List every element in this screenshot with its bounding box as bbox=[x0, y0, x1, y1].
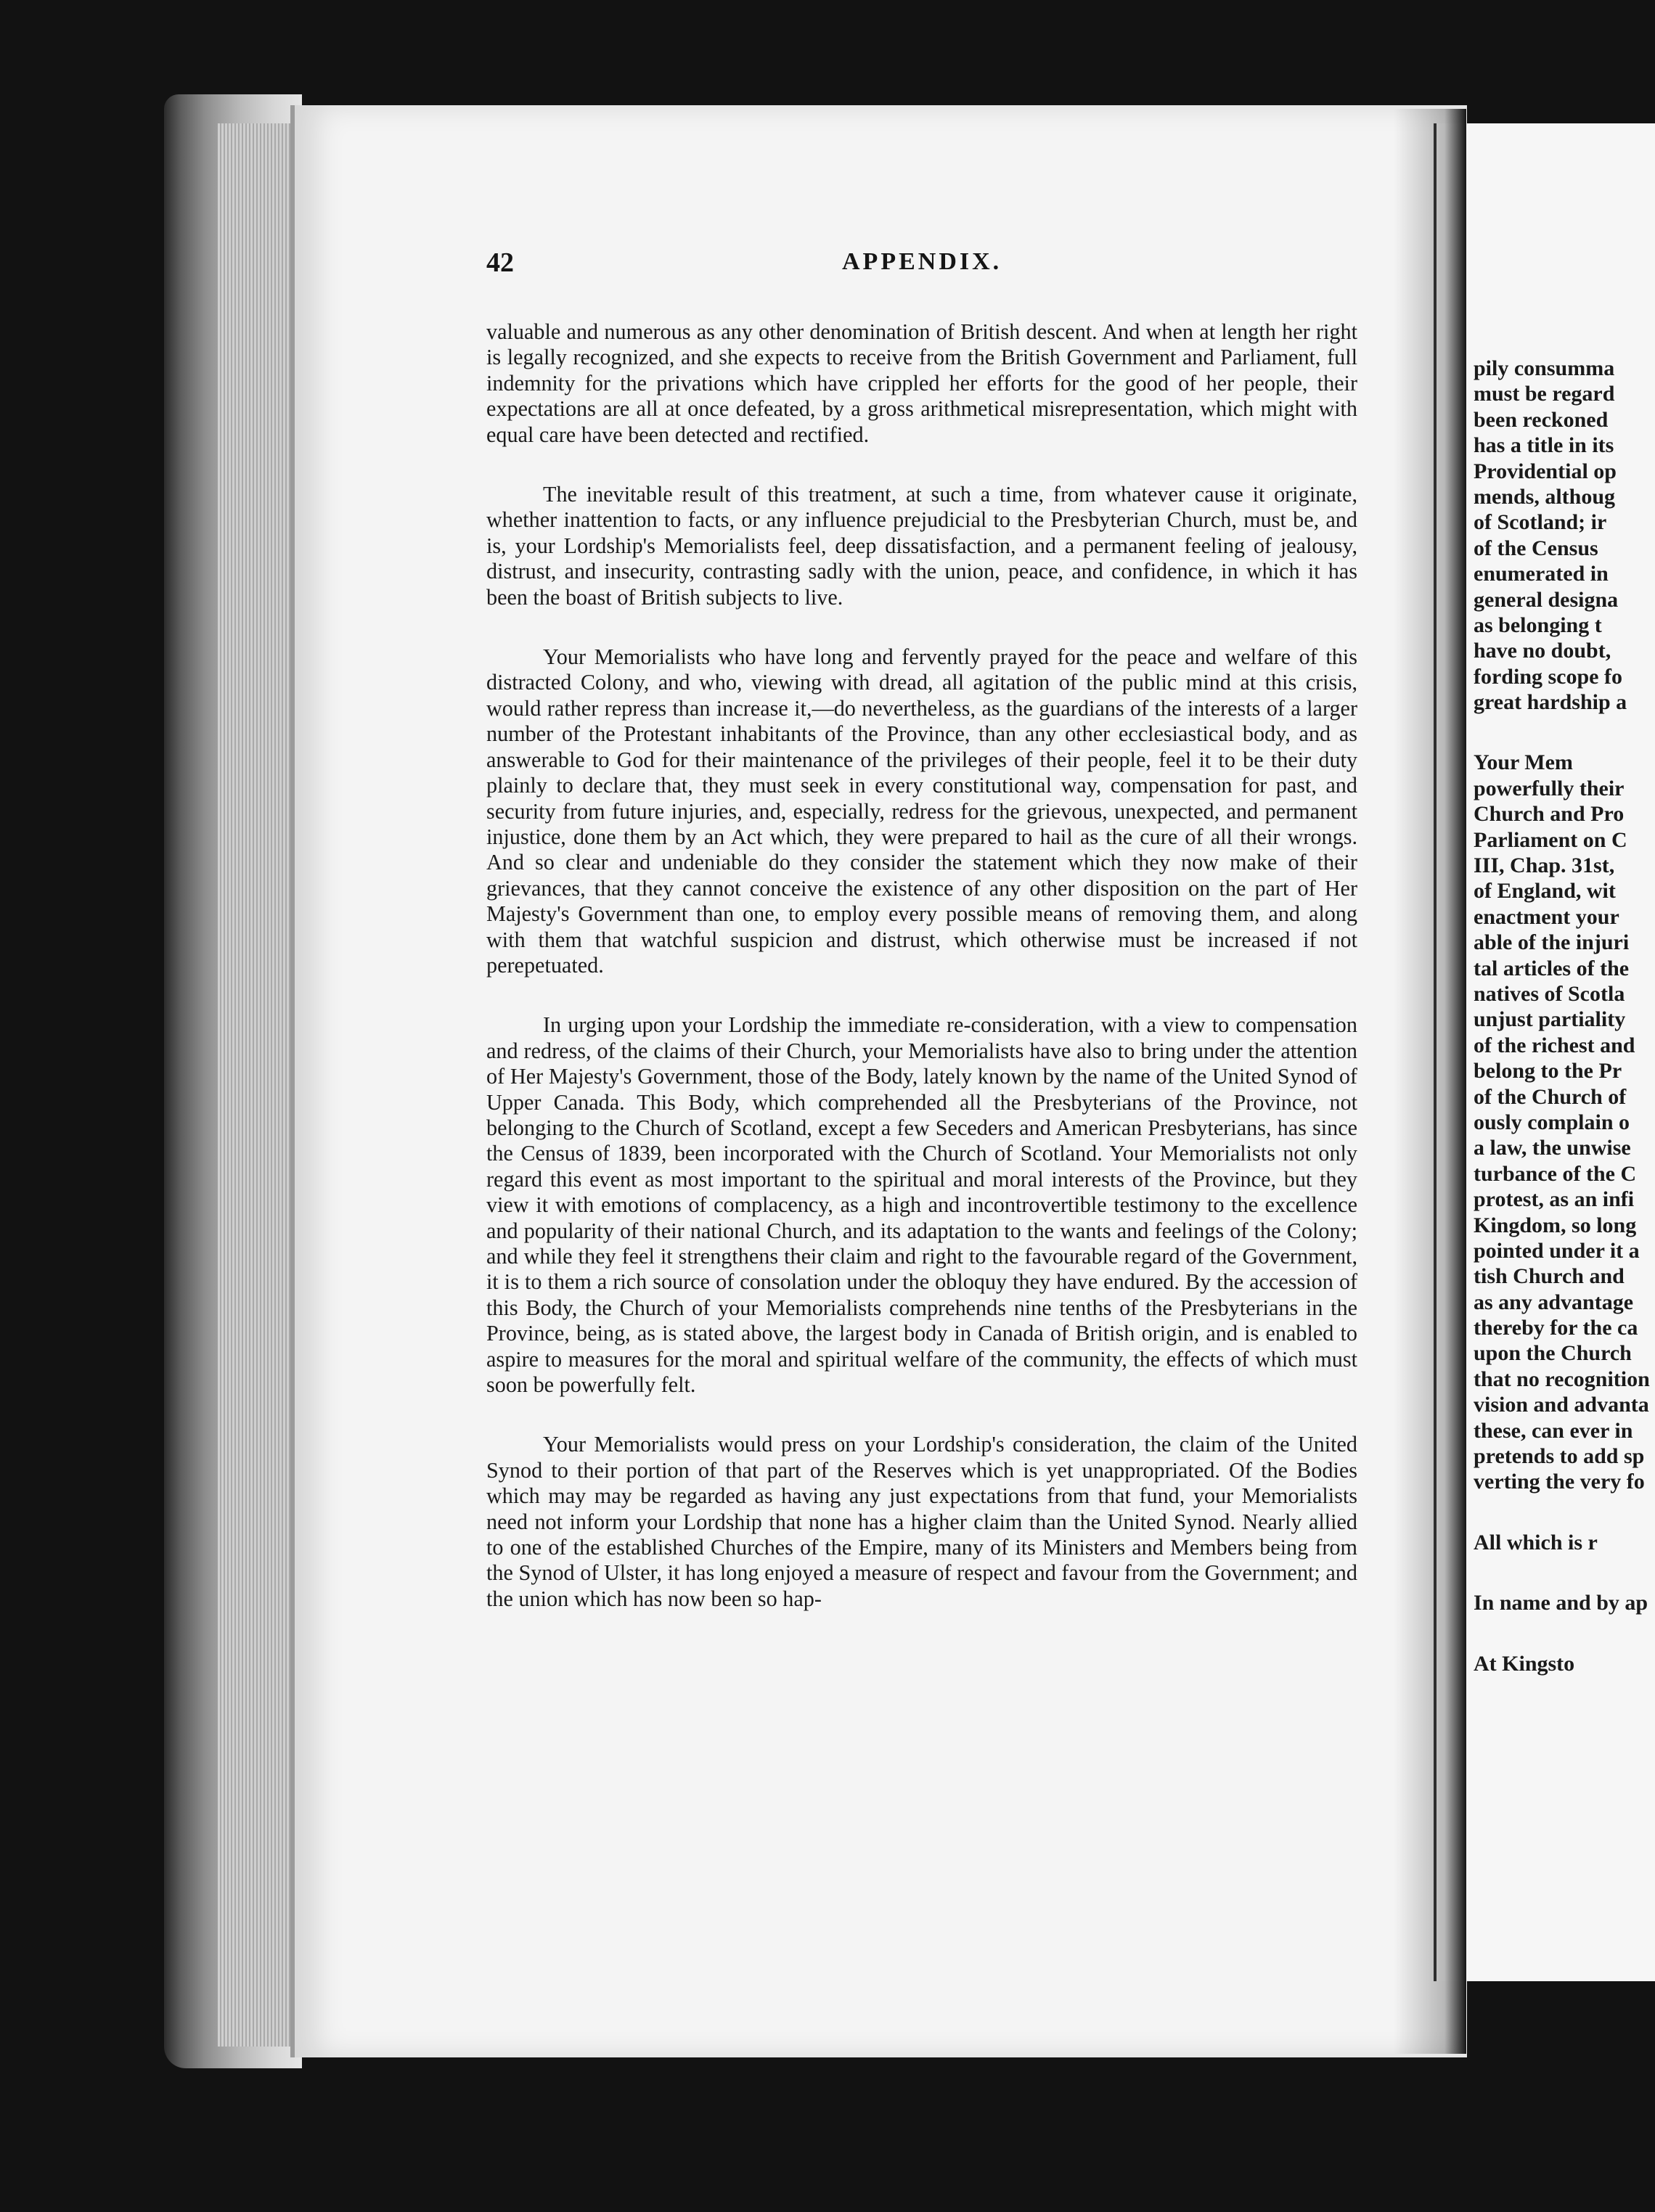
right-page-line: All which is r bbox=[1474, 1530, 1598, 1554]
right-page-line: unjust partiality bbox=[1474, 1007, 1626, 1032]
page-header bbox=[486, 247, 1343, 290]
right-page-line: Your Mem bbox=[1474, 750, 1573, 775]
page-number: 42 bbox=[486, 247, 514, 278]
right-page-line: tal articles of the bbox=[1474, 956, 1630, 980]
right-page-line: mends, althoug bbox=[1474, 484, 1616, 509]
paragraph: In urging upon your Lordship the immediate re-consideration, with a view to compensation and redress, of the claims of their Church, your Memorialists have also to bring under the attention of Her Majesty's Government, those of the Body, lately known by the name of the United Synod of Upper Canada. This Body, which comprehended all the Presbyterians of the Province, not belonging to the Church of Scotland, except a few Seceders and American Presbyterians, has since the Census of 1839, been incorporated with the Church of Scotland. Your Memorialists not only regard this event as most important to the spiritual and moral interests of the Province, but they view it with emotions of complacency, as a high and incontrovertible testimony to the excellence and popularity of their national Church, and its adaptation to the wants and feelings of the Colony; and while they feel it strengthens their claim and right to the favourable regard of the Government, it is to them a rich source of consolation under the obloquy they have endured. By the accession of this Body, the Church of your Memorialists comprehends nine tenths of the Presbyterians in the Province, being, as is stated above, the largest body in Canada of British origin, and is enabled to aspire to measures for the moral and spiritual welfare of the community, the effects of which must soon be powerfully felt. bbox=[486, 1012, 1357, 1398]
right-page-line: of Scotland; ir bbox=[1474, 510, 1607, 535]
right-page-line: belong to the Pr bbox=[1474, 1059, 1622, 1084]
right-page-line: have no doubt, bbox=[1474, 639, 1611, 663]
line-gap bbox=[1474, 1555, 1655, 1590]
line-gap bbox=[1474, 1495, 1655, 1530]
right-page-line: been reckoned bbox=[1474, 407, 1609, 432]
right-page-line: thereby for the ca bbox=[1474, 1316, 1638, 1340]
right-page-line: pointed under it a bbox=[1474, 1238, 1640, 1263]
right-page-line: At Kingsto bbox=[1474, 1651, 1575, 1676]
line-gap bbox=[1474, 715, 1655, 750]
right-page-line: must be regard bbox=[1474, 382, 1615, 406]
right-page-line: protest, as an infi bbox=[1474, 1187, 1635, 1212]
paragraph: valuable and numerous as any other denomination of British descent. And when at length her right is legally recognized, and she expects to receive from the British Government and Parliament, full indemnity for the privations which have crippled her efforts for the good of her people, their expectations are all at once defeated, by a gross arithmetical misrepresentation, which might with equal care have been detected and rectified. bbox=[486, 319, 1357, 447]
right-page-line: of England, wit bbox=[1474, 879, 1616, 904]
right-page-line: general designa bbox=[1474, 587, 1619, 612]
right-page-line: pretends to add sp bbox=[1474, 1444, 1645, 1469]
right-page-line: In name and by ap bbox=[1474, 1591, 1648, 1615]
right-page-line: III, Chap. 31st, bbox=[1474, 853, 1615, 878]
right-page-line: as any advantage bbox=[1474, 1290, 1634, 1314]
right-page-line: great hardship a bbox=[1474, 690, 1627, 715]
right-page-line: natives of Scotla bbox=[1474, 981, 1625, 1006]
right-page-line: Church and Pro bbox=[1474, 802, 1625, 827]
right-page-line: verting the very fo bbox=[1474, 1470, 1645, 1494]
right-page-line: of the Census bbox=[1474, 536, 1598, 560]
right-page-line: Providential op bbox=[1474, 459, 1617, 483]
right-page-line: tish Church and bbox=[1474, 1264, 1625, 1289]
line-gap bbox=[1474, 1616, 1655, 1651]
left-page-text bbox=[486, 319, 1357, 1612]
right-page-line: able of the injuri bbox=[1474, 930, 1630, 955]
right-page-line: Kingdom, so long bbox=[1474, 1213, 1637, 1237]
right-page-line: enactment your bbox=[1474, 904, 1619, 929]
book-gutter bbox=[1394, 109, 1466, 2054]
right-page-line: as belonging t bbox=[1474, 613, 1602, 637]
right-page-line: of the Church of bbox=[1474, 1084, 1627, 1109]
right-page-text bbox=[1474, 356, 1655, 1676]
right-page-line: Parliament on C bbox=[1474, 827, 1627, 852]
right-page-line: vision and advanta bbox=[1474, 1393, 1649, 1417]
right-page-line: ously complain o bbox=[1474, 1110, 1630, 1134]
paragraph: Your Memorialists who have long and fervently prayed for the peace and welfare of this distracted Colony, and who, viewing with dread, all agitation of the public mind at this crisis, would rather repress than increase it,—do nevertheless, as the guardians of the interests of a larger number of the Protestant inhabitants of the Province, than any other ecclesiastical body, and as answerable to God for their maintenance of the privileges of their people, feel it to be their duty plainly to declare that, they must seek in every constitutional way, compensation for past, and security from future injuries, and, especially, redress for the grievous, unexpected, and permanent injustice, done them by an Act which, they were prepared to hail as the cure of all their wrongs. And so clear and undeniable do they consider the statement which they now make of their grievances, that they cannot conceive the existence of any other disposition on the part of Her Majesty's Government than one, to employ every possible means of removing them, and along with them that watchful suspicion and distrust, which otherwise must be increased if not perepetuated. bbox=[486, 644, 1357, 978]
right-page-line: has a title in its bbox=[1474, 433, 1614, 458]
right-page-line: these, can ever in bbox=[1474, 1418, 1633, 1443]
right-page-line: of the richest and bbox=[1474, 1033, 1635, 1057]
paragraph: The inevitable result of this treatment, at such a time, from whatever cause it originate, whether inattention to facts, or any influence prejudicial to the Presbyterian Church, must be, and is, your Lordship's Memorialists feel, deep dissatisfaction, and a permanent feeling of jealousy, distrust, and insecurity, contrasting sadly with the union, peace, and confidence, in which it has been the boast of British subjects to live. bbox=[486, 482, 1357, 610]
running-title: APPENDIX. bbox=[842, 248, 1002, 275]
right-page-line: turbance of the C bbox=[1474, 1161, 1637, 1186]
right-page-line: upon the Church bbox=[1474, 1341, 1632, 1366]
right-page-line: pily consumma bbox=[1474, 356, 1615, 380]
right-page-line: fording scope fo bbox=[1474, 664, 1622, 689]
right-page-line: a law, the unwise bbox=[1474, 1136, 1631, 1160]
right-page-line: that no recognition bbox=[1474, 1367, 1650, 1391]
paragraph: Your Memorialists would press on your Lordship's consideration, the claim of the United Synod to their portion of that part of the Reserves which is yet unappropriated. Of the Bodies which may may be regarded as having any just expectations from that fund, your Memorialists need not inform your Lordship that none has a higher claim than the United Synod. Nearly allied to one of the established Churches of the Empire, many of its Ministers and Members being from the Synod of Ulster, it has long enjoyed a measure of respect and favour from the Government; and the union which has now been so hap- bbox=[486, 1432, 1357, 1611]
right-page-line: powerfully their bbox=[1474, 776, 1625, 800]
right-page-line: enumerated in bbox=[1474, 562, 1609, 586]
